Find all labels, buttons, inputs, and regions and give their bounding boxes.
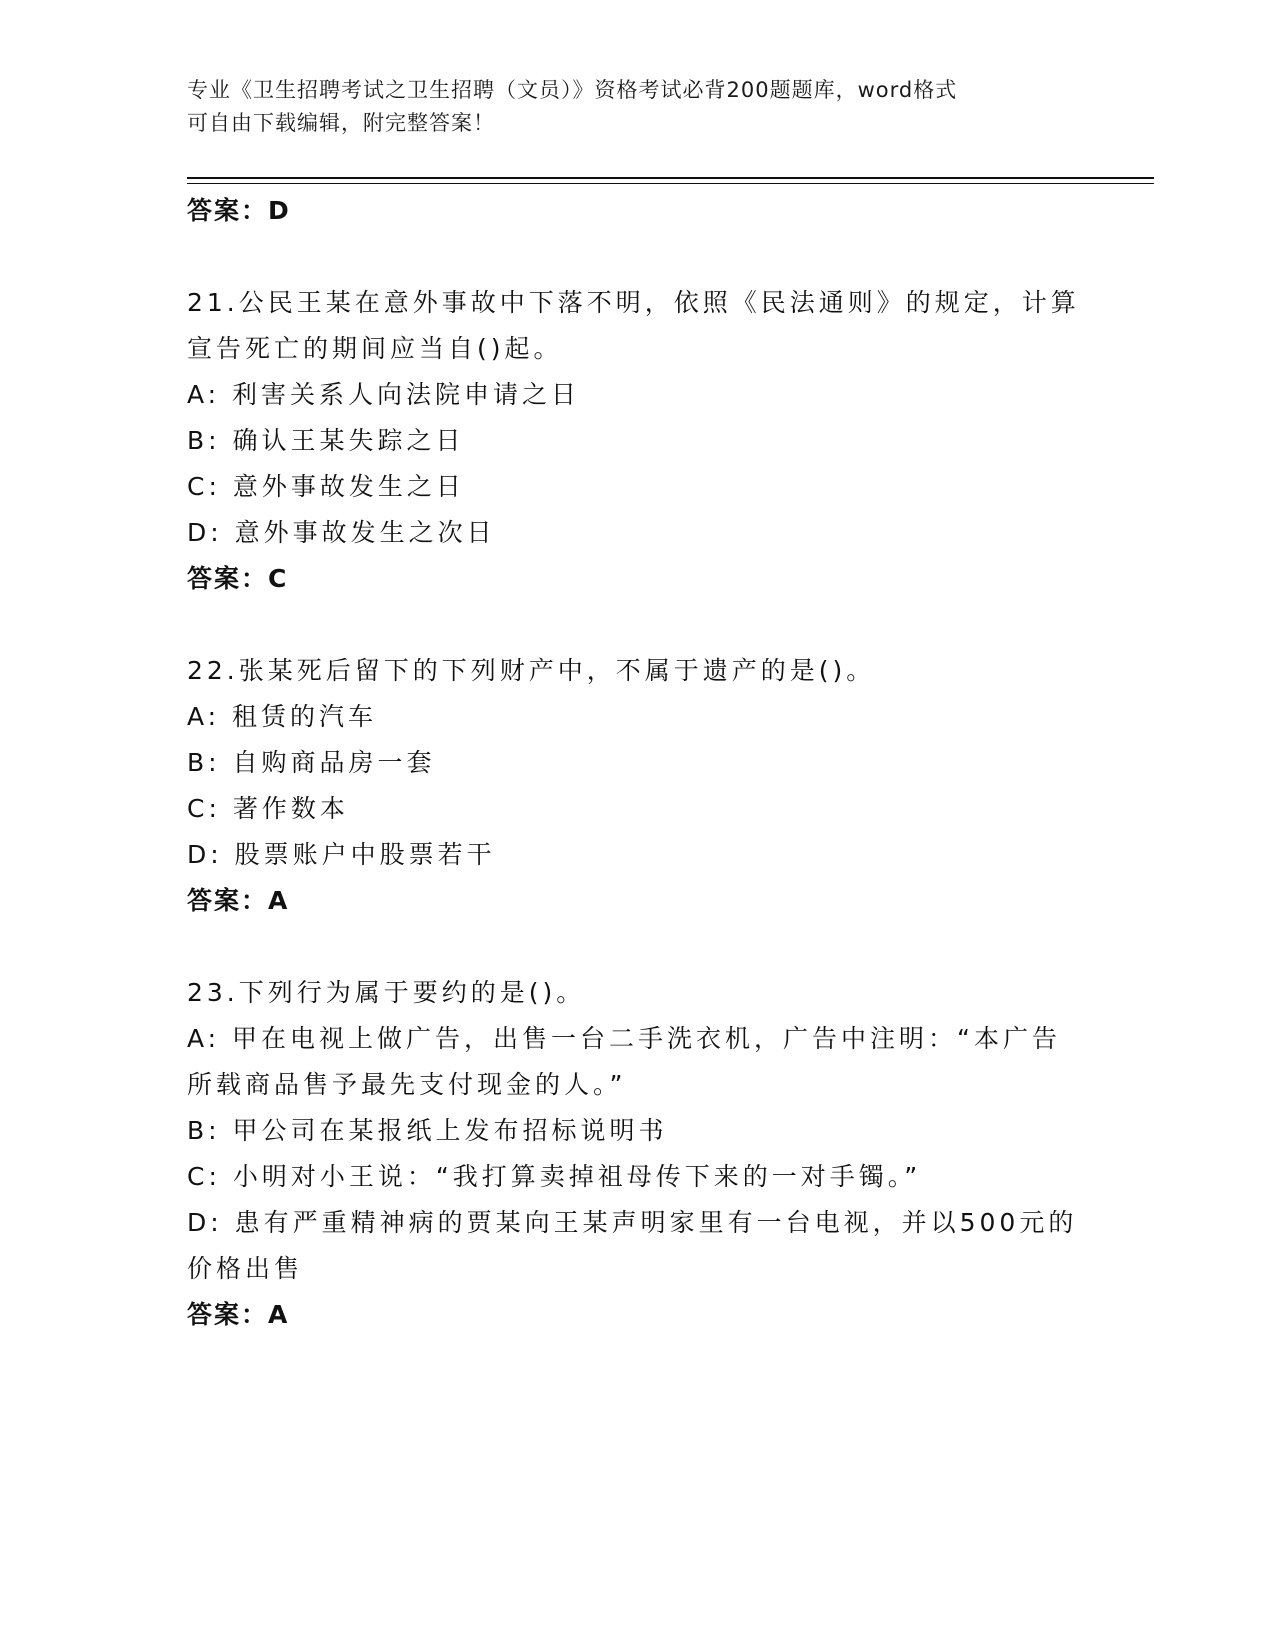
option-b: B: 自购商品房一套 [187, 748, 436, 777]
previous-answer: 答案：D [187, 196, 291, 225]
option-c: C: 小明对小王说：“我打算卖掉祖母传下来的一对手镯。” [187, 1162, 922, 1191]
option-d: D: 意外事故发生之次日 [187, 518, 496, 547]
question-stem: 宣告死亡的期间应当自()起。 [187, 334, 563, 363]
option-b: B: 甲公司在某报纸上发布招标说明书 [187, 1116, 668, 1145]
option-a-continuation: 所载商品售予最先支付现金的人。” [187, 1070, 627, 1099]
header-line-2: 可自由下载编辑，附完整答案！ [187, 111, 495, 135]
question-stem: 23.下列行为属于要约的是()。 [187, 978, 586, 1007]
document-header [187, 74, 1087, 140]
option-a: A: 甲在电视上做广告，出售一台二手洗衣机，广告中注明：“本广告 [187, 1024, 1061, 1053]
answer: 答案：A [187, 886, 290, 915]
header-divider-thick [187, 177, 1154, 179]
question-23 [187, 970, 1087, 1338]
option-a: A: 利害关系人向法院申请之日 [187, 380, 581, 409]
question-stem: 21.公民王某在意外事故中下落不明，依照《民法通则》的规定，计算 [187, 288, 1080, 317]
spacer [187, 924, 1087, 970]
answer: 答案：A [187, 1300, 290, 1329]
option-d-continuation: 价格出售 [187, 1254, 304, 1283]
question-21 [187, 280, 1087, 602]
question-22 [187, 648, 1087, 924]
option-d: D: 股票账户中股票若干 [187, 840, 496, 869]
option-b: B: 确认王某失踪之日 [187, 426, 465, 455]
option-c: C: 著作数本 [187, 794, 349, 823]
option-d: D: 患有严重精神病的贾某向王某声明家里有一台电视，并以500元的 [187, 1208, 1078, 1237]
answer: 答案：C [187, 564, 289, 593]
header-divider-thin [187, 183, 1154, 184]
question-content [187, 188, 1087, 1338]
option-c: C: 意外事故发生之日 [187, 472, 465, 501]
header-line-1: 专业《卫生招聘考试之卫生招聘（文员）》资格考试必背200题题库，word格式 [187, 78, 958, 102]
spacer [187, 602, 1087, 648]
spacer [187, 234, 1087, 280]
question-stem: 22.张某死后留下的下列财产中，不属于遗产的是()。 [187, 656, 876, 685]
option-a: A: 租赁的汽车 [187, 702, 378, 731]
